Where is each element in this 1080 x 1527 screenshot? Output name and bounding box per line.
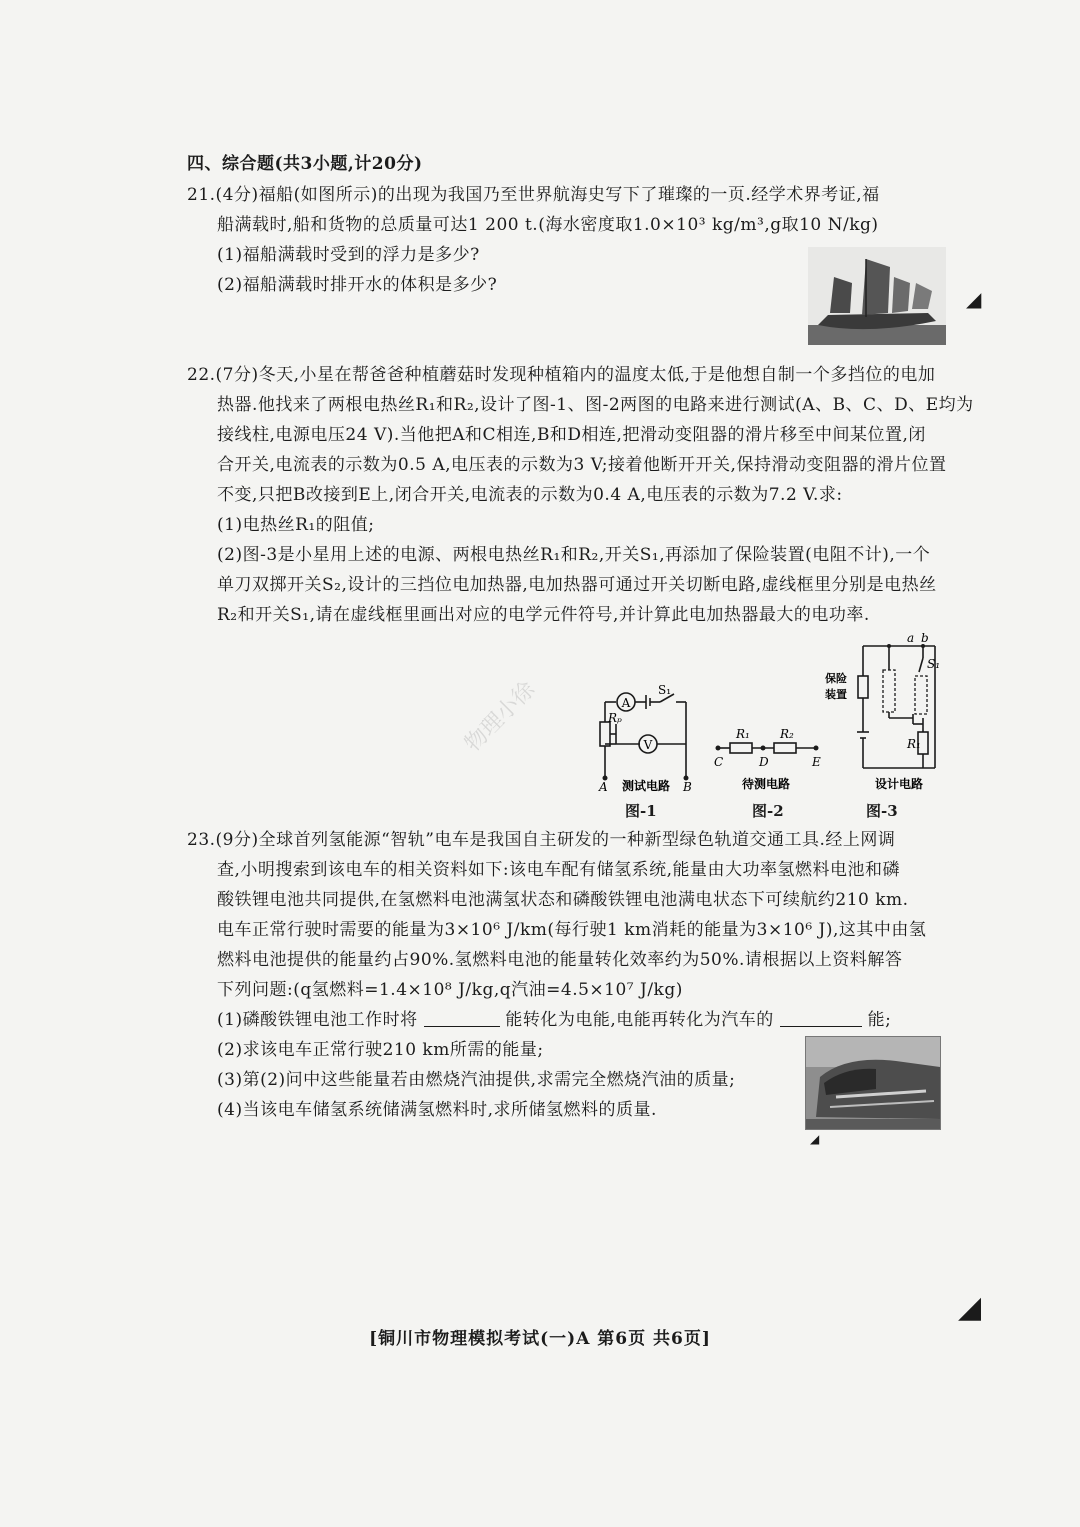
q22-sub-2-line-1: (2)图-3是小星用上述的电源、两根电热丝R₁和R₂,开关S₁,再添加了保险装置(电阻不计),一个 (217, 545, 931, 565)
terminal-b: B (683, 780, 692, 794)
voltmeter-symbol: V (643, 738, 653, 752)
q23-sub-1 (217, 1008, 891, 1032)
ammeter-symbol: A (621, 696, 631, 710)
sailing-ship-image (808, 247, 946, 345)
switch-label: S₁ (658, 683, 672, 697)
answer-blank-2[interactable] (780, 1008, 862, 1027)
watermark: 物理小徐 (460, 676, 541, 757)
figure-2-caption: 待测电路 (741, 777, 791, 791)
q22-line-3: 接线柱,电源电压24 V).当他把A和C相连,B和D相连,把滑动变阻器的滑片移至中间某位置,闭 (217, 425, 926, 445)
q22-line-5: 不变,只把B改接到E上,闭合开关,电流表的示数为0.4 A,电压表的示数为7.2 V.求: (217, 485, 843, 505)
q23-line-3: 酸铁锂电池共同提供,在氢燃料电池满氢状态和磷酸铁锂电池满电状态下可续航约210 km. (217, 890, 909, 910)
scan-mark-2: ◢ (958, 1290, 982, 1325)
q22-line-2: 热器.他找来了两根电热丝R₁和R₂,设计了图-1、图-2两图的电路来进行测试(A、B、C、D、E均为 (217, 395, 974, 415)
q21-sub-1: (1)福船满载时受到的浮力是多少? (217, 245, 480, 265)
figure-1-caption: 测试电路 (621, 779, 671, 793)
q22-sub-1: (1)电热丝R₁的阻值; (217, 515, 375, 535)
q22-line-4: 合开关,电流表的示数为0.5 A,电压表的示数为3 V;接着他断开开关,保持滑动变阻器的滑片位置 (217, 455, 947, 475)
rheostat-label: Rₚ (608, 711, 622, 725)
terminal-b-label: b (921, 631, 929, 645)
terminal-e: E (812, 755, 821, 769)
q22-sub-2-line-3: R₂和开关S₁,请在虚线框里画出对应的电学元件符号,并计算此电加热器最大的电功率. (217, 605, 870, 625)
q23-sub-1-part-a: (1)磷酸铁锂电池工作时将 (217, 1010, 418, 1030)
resistor-r2-label: R₂ (780, 727, 794, 741)
q23-sub-3: (3)第(2)问中这些能量若由燃烧汽油提供,求需完全燃烧汽油的质量; (217, 1070, 736, 1090)
q21-sub-2: (2)福船满载时排开水的体积是多少? (217, 275, 498, 295)
terminal-a: A (599, 780, 608, 794)
fuse-label-line-2: 装置 (825, 688, 847, 701)
figure-3-caption: 设计电路 (874, 777, 924, 791)
q23-line-4: 电车正常行驶时需要的能量为3×10⁶ J/km(每行驶1 km消耗的能量为3×10⁶ J),这其中由氢 (217, 920, 927, 940)
figure-2-label: 图-2 (752, 802, 784, 820)
fuse-label-line-1: 保险 (825, 672, 847, 685)
q21-line-1: 21.(4分)福船(如图所示)的出现为我国乃至世界航海史写下了璀璨的一页.经学术界考证,福 (187, 185, 880, 205)
q23-line-2: 查,小明搜索到该电车的相关资料如下:该电车配有储氢系统,能量由大功率氢燃料电池和磷 (217, 860, 901, 880)
scan-mark-small: ◢ (810, 1132, 820, 1146)
terminal-d: D (759, 755, 769, 769)
scan-mark-1: ◢ (966, 287, 982, 311)
figure-3-label: 图-3 (866, 802, 898, 820)
q23-sub-1-part-c: 能; (867, 1010, 892, 1030)
figure-1-label: 图-1 (625, 802, 657, 820)
q23-line-5: 燃料电池提供的能量约占90%.氢燃料电池的能量转化效率约为50%.请根据以上资料解答 (217, 950, 903, 970)
q23-line-6: 下列问题:(q氢燃料=1.4×10⁸ J/kg,q汽油=4.5×10⁷ J/kg) (217, 980, 683, 1000)
figure-3-design-circuit (823, 628, 948, 794)
q21-line-2: 船满载时,船和货物的总质量可达1 200 t.(海水密度取1.0×10³ kg/m³,g取10 N/kg) (217, 215, 879, 235)
resistor-r1-label: R₁ (907, 737, 921, 751)
answer-blank-1[interactable] (424, 1008, 500, 1027)
q22-sub-2-line-2: 单刀双掷开关S₂,设计的三挡位电加热器,电加热器可通过开关切断电路,虚线框里分别是电热丝 (217, 575, 937, 595)
page-footer: [铜川市物理模拟考试(一)A 第6页 共6页] (369, 1329, 711, 1349)
figure-2-test-resistors (708, 722, 828, 794)
q23-line-1: 23.(9分)全球首列氢能源“智轨”电车是我国自主研发的一种新型绿色轨道交通工具.经上网调 (187, 830, 896, 850)
terminal-c: C (714, 755, 724, 769)
q22-line-1: 22.(7分)冬天,小星在帮爸爸种植蘑菇时发现种植箱内的温度太低,于是他想自制一个多挡位的电加 (187, 365, 936, 385)
q23-sub-1-part-b: 能转化为电能,电能再转化为汽车的 (505, 1010, 774, 1030)
section-heading: 四、综合题(共3小题,计20分) (187, 154, 423, 174)
switch-s1-label: S₁ (927, 657, 941, 671)
tram-image (805, 1036, 941, 1130)
resistor-r1-label: R₁ (736, 727, 750, 741)
q23-sub-2: (2)求该电车正常行驶210 km所需的能量; (217, 1040, 544, 1060)
figure-1-test-circuit (590, 682, 700, 794)
q23-sub-4: (4)当该电车储氢系统储满氢燃料时,求所储氢燃料的质量. (217, 1100, 657, 1120)
terminal-a-label: a (907, 631, 915, 645)
